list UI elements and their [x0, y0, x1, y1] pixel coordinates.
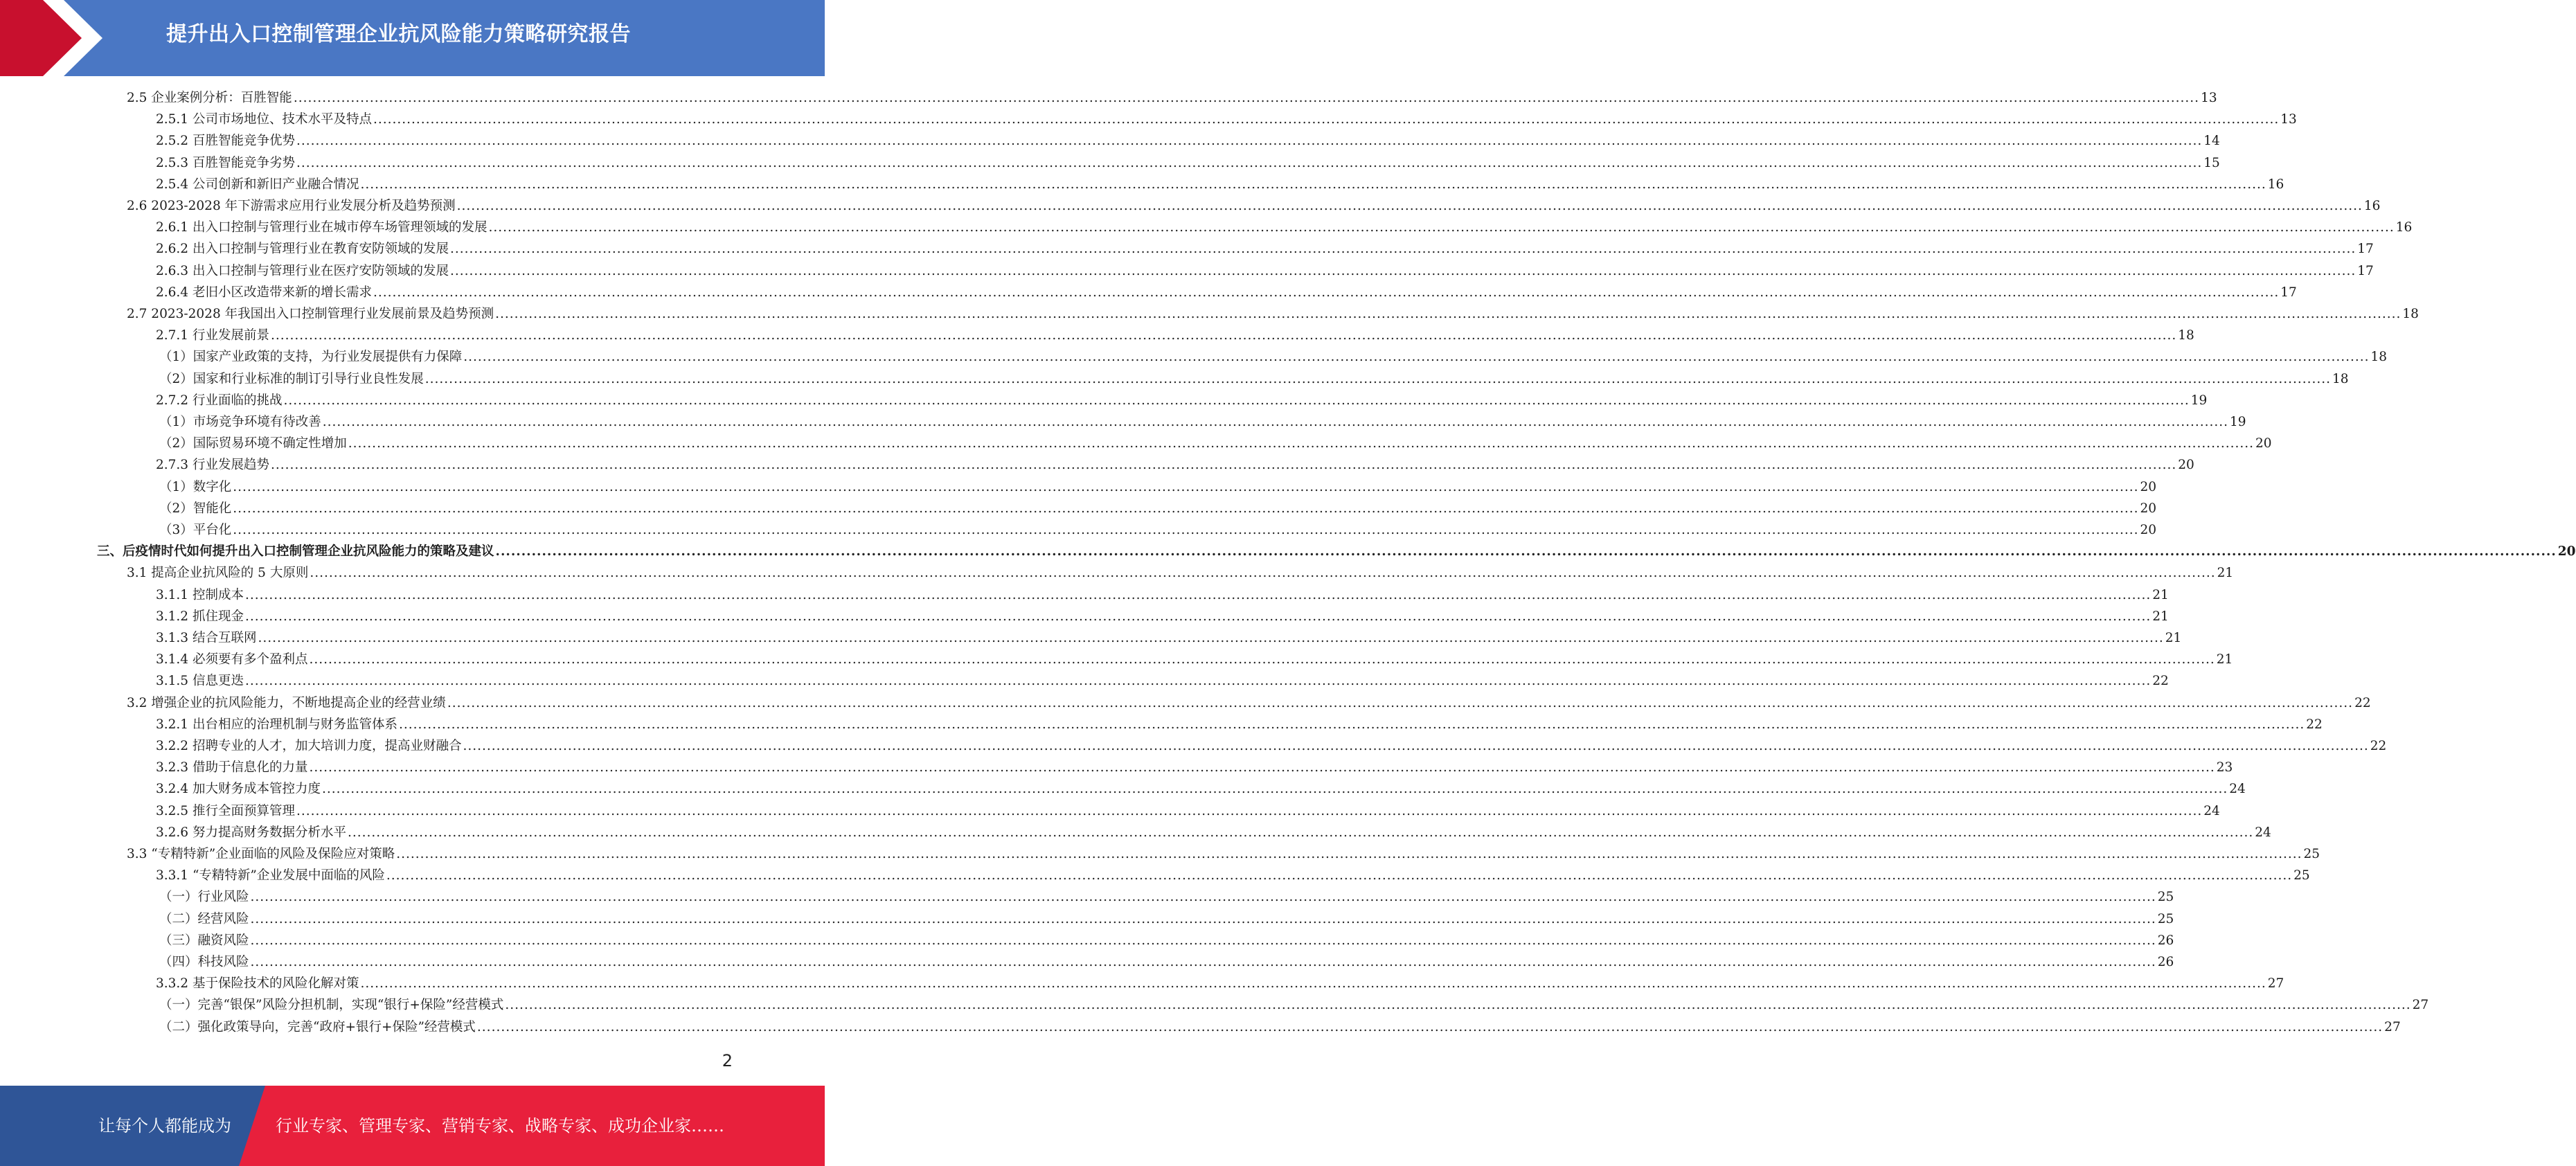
- toc-entry-label: （一）完善“银保”风险分担机制，实现“银行+保险”经营模式: [159, 998, 504, 1013]
- toc-entry-page: 15: [2203, 155, 2220, 170]
- toc-entry-page: 19: [2230, 415, 2246, 429]
- toc-entry[interactable]: [159, 433, 2272, 454]
- toc-entry-label: （1）国家产业政策的支持，为行业发展提供有力保障: [159, 350, 463, 365]
- toc-entry-page: 22: [2306, 717, 2323, 732]
- toc-leader-dots: ................................................................................................................................................................................................................................................................................................................................................................................................................: [258, 631, 2164, 645]
- toc-entry-label: （1）市场竞争环境有待改善: [159, 415, 321, 429]
- toc-entry[interactable]: [156, 735, 2387, 757]
- toc-leader-dots: ................................................................................................................................................................................................................................................................................................................................................................................................................: [476, 1019, 2383, 1034]
- toc-entry[interactable]: [156, 800, 2220, 822]
- toc-entry[interactable]: [156, 174, 2284, 195]
- toc-entry-label: 3.1.3 结合互联网: [156, 631, 257, 645]
- toc-entry[interactable]: [159, 951, 2174, 973]
- toc-entry-label: （三）融资风险: [159, 933, 249, 948]
- toc-entry[interactable]: [156, 822, 2271, 843]
- toc-entry[interactable]: [156, 260, 2374, 282]
- toc-leader-dots: ................................................................................................................................................................................................................................................................................................................................................................................................................: [373, 285, 2280, 300]
- toc-entry[interactable]: [159, 346, 2388, 368]
- toc-entry[interactable]: [156, 282, 2297, 303]
- toc-leader-dots: ................................................................................................................................................................................................................................................................................................................................................................................................................: [296, 134, 2203, 149]
- toc-entry-page: 20: [2140, 501, 2157, 516]
- toc-entry-label: 2.5.2 百胜智能竞争优势: [156, 134, 295, 149]
- toc-entry-label: 3.2.1 出台相应的治理机制与财务监管体系: [156, 717, 397, 732]
- toc-entry-label: 2.5 企业案例分析：百胜智能: [127, 91, 292, 105]
- toc-entry[interactable]: [156, 454, 2194, 476]
- toc-entry-page: 13: [2280, 112, 2297, 127]
- toc-entry-page: 21: [2217, 566, 2234, 581]
- toc-entry-page: 25: [2157, 890, 2174, 905]
- toc-entry-page: 24: [2229, 782, 2246, 797]
- toc-entry[interactable]: [156, 238, 2374, 260]
- toc-entry-page: 20: [2557, 544, 2576, 559]
- toc-leader-dots: ................................................................................................................................................................................................................................................................................................................................................................................................................: [321, 782, 2228, 797]
- toc-leader-dots: ................................................................................................................................................................................................................................................................................................................................................................................................................: [296, 803, 2203, 818]
- toc-leader-dots: ................................................................................................................................................................................................................................................................................................................................................................................................................: [322, 415, 2229, 429]
- toc-entry-label: （二）强化政策导向，完善“政府+银行+保险”经营模式: [159, 1019, 476, 1034]
- toc-leader-dots: ................................................................................................................................................................................................................................................................................................................................................................................................................: [250, 911, 2156, 926]
- toc-entry-page: 18: [2402, 307, 2419, 321]
- toc-entry-label: 2.5.4 公司创新和新旧产业融合情况: [156, 177, 359, 192]
- toc-leader-dots: ................................................................................................................................................................................................................................................................................................................................................................................................................: [233, 479, 2139, 494]
- toc-entry[interactable]: [156, 606, 2169, 627]
- toc-entry-label: （1）数字化: [159, 479, 232, 494]
- toc-entry-page: 20: [2255, 436, 2272, 451]
- toc-entry-page: 19: [2190, 393, 2208, 408]
- arrow-decoration: [0, 0, 111, 76]
- toc-leader-dots: ................................................................................................................................................................................................................................................................................................................................................................................................................: [293, 91, 2200, 105]
- toc-entry[interactable]: [159, 476, 2157, 498]
- toc-entry-page: 26: [2157, 955, 2174, 969]
- toc-entry[interactable]: [127, 303, 2419, 325]
- toc-entry-page: 27: [2267, 976, 2284, 992]
- toc-entry-page: 20: [2140, 479, 2157, 494]
- toc-entry[interactable]: [159, 908, 2174, 930]
- toc-entry-page: 17: [2357, 263, 2374, 278]
- toc-entry-page: 18: [2332, 371, 2349, 386]
- toc-entry-label: 3.3 “专精特新”企业面临的风险及保险应对策略: [127, 847, 395, 861]
- toc-entry-label: （2）国家和行业标准的制订引导行业良性发展: [159, 371, 424, 386]
- toc-entry[interactable]: [156, 130, 2220, 152]
- toc-entry-page: 27: [2384, 1019, 2401, 1034]
- toc-leader-dots: ................................................................................................................................................................................................................................................................................................................................................................................................................: [495, 307, 2401, 321]
- toc-leader-dots: ................................................................................................................................................................................................................................................................................................................................................................................................................: [250, 890, 2156, 905]
- toc-leader-dots: ................................................................................................................................................................................................................................................................................................................................................................................................................: [244, 609, 2152, 624]
- toc-leader-dots: ................................................................................................................................................................................................................................................................................................................................................................................................................: [310, 566, 2216, 581]
- toc-entry[interactable]: [159, 411, 2246, 433]
- toc-entry[interactable]: [159, 930, 2174, 951]
- toc-leader-dots: ................................................................................................................................................................................................................................................................................................................................................................................................................: [449, 263, 2356, 278]
- toc-entry-page: 18: [2370, 350, 2388, 365]
- toc-entry[interactable]: [97, 541, 2576, 562]
- toc-entry-page: 26: [2157, 933, 2174, 948]
- toc-entry-page: 16: [2363, 199, 2381, 213]
- toc-entry[interactable]: [127, 562, 2234, 584]
- toc-entry[interactable]: [156, 109, 2297, 130]
- toc-entry-label: （3）平台化: [159, 523, 232, 537]
- toc-entry-label: 2.5.3 百胜智能竞争劣势: [156, 155, 295, 170]
- header-banner: [0, 0, 825, 76]
- toc-entry[interactable]: [156, 973, 2284, 994]
- toc-entry-label: 3.1.2 抓住现金: [156, 609, 244, 624]
- document-title: 提升出入口控制管理企业抗风险能力策略研究报告: [166, 22, 631, 46]
- toc-entry[interactable]: [156, 757, 2233, 778]
- toc-entry-page: 17: [2280, 285, 2297, 300]
- toc-entry[interactable]: [159, 994, 2429, 1016]
- toc-entry-label: （2）智能化: [159, 501, 232, 516]
- toc-entry[interactable]: [159, 519, 2157, 541]
- toc-entry-label: 2.5.1 公司市场地位、技术水平及特点: [156, 112, 372, 127]
- toc-entry-page: 13: [2201, 91, 2217, 105]
- toc-entry-label: （一）行业风险: [159, 890, 249, 905]
- toc-entry-page: 22: [2152, 674, 2169, 689]
- toc-entry-page: 22: [2354, 695, 2371, 710]
- toc-entry-page: 14: [2203, 134, 2220, 149]
- toc-entry-label: （四）科技风险: [159, 955, 249, 969]
- toc-entry-label: （2）国际贸易环境不确定性增加: [159, 436, 347, 451]
- toc-leader-dots: ................................................................................................................................................................................................................................................................................................................................................................................................................: [360, 976, 2266, 992]
- toc-leader-dots: ................................................................................................................................................................................................................................................................................................................................................................................................................: [396, 847, 2302, 861]
- toc-entry-label: 3.2.6 努力提高财务数据分析水平: [156, 825, 346, 840]
- toc-entry[interactable]: [156, 390, 2208, 411]
- toc-entry[interactable]: [127, 195, 2381, 217]
- toc-leader-dots: ................................................................................................................................................................................................................................................................................................................................................................................................................: [283, 393, 2190, 408]
- toc-entry-page: 25: [2293, 868, 2310, 884]
- toc-entry-page: 18: [2178, 328, 2194, 343]
- toc-entry-page: 24: [2203, 803, 2220, 818]
- toc-entry-page: 22: [2370, 739, 2387, 753]
- toc-entry[interactable]: [156, 325, 2194, 346]
- toc-leader-dots: ................................................................................................................................................................................................................................................................................................................................................................................................................: [270, 458, 2177, 473]
- toc-entry-label: 2.6.4 老旧小区改造带来新的增长需求: [156, 285, 372, 300]
- toc-entry-label: 3.1 提高企业抗风险的 5 大原则: [127, 566, 309, 581]
- toc-leader-dots: ................................................................................................................................................................................................................................................................................................................................................................................................................: [347, 825, 2254, 840]
- toc-entry[interactable]: [159, 498, 2157, 519]
- toc-entry-label: 2.6.2 出入口控制与管理行业在教育安防领域的发展: [156, 242, 449, 257]
- toc-entry-page: 20: [2140, 523, 2157, 537]
- toc-entry-page: 16: [2267, 177, 2284, 192]
- toc-leader-dots: ................................................................................................................................................................................................................................................................................................................................................................................................................: [244, 674, 2152, 689]
- toc-entry-page: 23: [2216, 760, 2233, 775]
- toc-leader-dots: ................................................................................................................................................................................................................................................................................................................................................................................................................: [463, 350, 2370, 365]
- toc-entry-label: （二）经营风险: [159, 911, 249, 926]
- toc-entry-page: 24: [2255, 825, 2271, 840]
- toc-entry-label: 3.2.3 借助于信息化的力量: [156, 760, 308, 775]
- toc-leader-dots: ................................................................................................................................................................................................................................................................................................................................................................................................................: [296, 155, 2203, 170]
- toc-entry-label: 3.2.4 加大财务成本管控力度: [156, 782, 321, 797]
- toc-leader-dots: ................................................................................................................................................................................................................................................................................................................................................................................................................: [309, 760, 2215, 775]
- toc-entry-label: 3.2 增强企业的抗风险能力，不断地提高企业的经营业绩: [127, 695, 446, 710]
- toc-leader-dots: ................................................................................................................................................................................................................................................................................................................................................................................................................: [456, 199, 2363, 213]
- toc-leader-dots: ................................................................................................................................................................................................................................................................................................................................................................................................................: [270, 328, 2177, 343]
- toc-entry-label: 2.6.1 出入口控制与管理行业在城市停车场管理领域的发展: [156, 220, 488, 235]
- toc-leader-dots: ................................................................................................................................................................................................................................................................................................................................................................................................................: [309, 652, 2215, 667]
- toc-entry[interactable]: [156, 778, 2246, 800]
- toc-leader-dots: ................................................................................................................................................................................................................................................................................................................................................................................................................: [386, 868, 2293, 884]
- toc-entry-label: 三、后疫情时代如何提升出入口控制管理企业抗风险能力的策略及建议: [97, 544, 494, 559]
- toc-leader-dots: ................................................................................................................................................................................................................................................................................................................................................................................................................: [488, 220, 2395, 235]
- toc-entry[interactable]: [159, 368, 2349, 390]
- toc-entry-label: 3.2.5 推行全面预算管理: [156, 803, 295, 818]
- toc-entry[interactable]: [156, 670, 2169, 692]
- toc-leader-dots: ................................................................................................................................................................................................................................................................................................................................................................................................................: [373, 112, 2280, 127]
- toc-entry[interactable]: [127, 692, 2371, 714]
- page-number: 2: [722, 1051, 733, 1070]
- toc-entry[interactable]: [156, 217, 2413, 238]
- toc-entry[interactable]: [127, 843, 2320, 865]
- toc-entry[interactable]: [156, 152, 2220, 174]
- toc-leader-dots: ................................................................................................................................................................................................................................................................................................................................................................................................................: [449, 242, 2356, 257]
- toc-leader-dots: ................................................................................................................................................................................................................................................................................................................................................................................................................: [424, 371, 2332, 386]
- toc-entry-label: 3.3.2 基于保险技术的风险化解对策: [156, 976, 359, 992]
- toc-leader-dots: ................................................................................................................................................................................................................................................................................................................................................................................................................: [398, 717, 2305, 732]
- toc-leader-dots: ................................................................................................................................................................................................................................................................................................................................................................................................................: [505, 998, 2411, 1013]
- toc-leader-dots: ................................................................................................................................................................................................................................................................................................................................................................................................................: [233, 523, 2139, 537]
- toc-entry-label: 3.3.1 “专精特新”企业发展中面临的风险: [156, 868, 385, 884]
- toc-entry-label: 2.7.3 行业发展趋势: [156, 458, 269, 473]
- toc-entry[interactable]: [159, 886, 2174, 908]
- toc-entry-label: 2.7 2023-2028 年我国出入口控制管理行业发展前景及趋势预测: [127, 307, 494, 321]
- toc-entry-page: 21: [2165, 631, 2182, 645]
- toc-leader-dots: ................................................................................................................................................................................................................................................................................................................................................................................................................: [348, 436, 2255, 451]
- toc-entry-page: 25: [2303, 847, 2320, 861]
- toc-leader-dots: ................................................................................................................................................................................................................................................................................................................................................................................................................: [233, 501, 2139, 516]
- toc-entry-page: 21: [2152, 587, 2169, 602]
- toc-entry-page: 20: [2178, 458, 2194, 473]
- toc-entry-page: 16: [2395, 220, 2413, 235]
- toc-entry-label: 2.7.2 行业面临的挑战: [156, 393, 283, 408]
- footer-slogan-left: 让每个人都能成为: [98, 1116, 231, 1136]
- toc-entry-label: 3.1.4 必须要有多个盈利点: [156, 652, 308, 667]
- toc-entry-page: 27: [2412, 998, 2429, 1013]
- toc-entry-label: 2.7.1 行业发展前景: [156, 328, 269, 343]
- toc-entry[interactable]: [156, 584, 2169, 606]
- footer-slogan-right: 行业专家、管理专家、营销专家、战略专家、成功企业家……: [276, 1116, 724, 1136]
- toc-entry[interactable]: [156, 627, 2182, 649]
- toc-entry[interactable]: [127, 87, 2217, 109]
- toc-leader-dots: ................................................................................................................................................................................................................................................................................................................................................................................................................: [250, 933, 2156, 948]
- toc-entry-label: 3.1.1 控制成本: [156, 587, 244, 602]
- toc-entry[interactable]: [156, 714, 2323, 735]
- toc-entry-page: 25: [2157, 911, 2174, 926]
- toc-entry-label: 2.6.3 出入口控制与管理行业在医疗安防领域的发展: [156, 263, 449, 278]
- toc-entry-page: 21: [2152, 609, 2169, 624]
- toc-leader-dots: ................................................................................................................................................................................................................................................................................................................................................................................................................: [360, 177, 2266, 192]
- toc-entry-label: 3.2.2 招聘专业的人才，加大培训力度，提高业财融合: [156, 739, 462, 753]
- toc-entry[interactable]: [159, 1016, 2401, 1038]
- toc-leader-dots: ................................................................................................................................................................................................................................................................................................................................................................................................................: [495, 544, 2557, 559]
- toc-entry-label: 3.1.5 信息更迭: [156, 674, 244, 689]
- toc-leader-dots: ................................................................................................................................................................................................................................................................................................................................................................................................................: [463, 739, 2369, 753]
- toc-leader-dots: ................................................................................................................................................................................................................................................................................................................................................................................................................: [250, 955, 2156, 969]
- toc-entry[interactable]: [156, 865, 2310, 886]
- footer-banner: [0, 1086, 825, 1166]
- toc-entry-page: 17: [2357, 242, 2374, 257]
- toc-entry-page: 21: [2216, 652, 2233, 667]
- toc-entry[interactable]: [156, 649, 2233, 670]
- toc-leader-dots: ................................................................................................................................................................................................................................................................................................................................................................................................................: [244, 587, 2152, 602]
- toc-entry-label: 2.6 2023-2028 年下游需求应用行业发展分析及趋势预测: [127, 199, 456, 213]
- toc-leader-dots: ................................................................................................................................................................................................................................................................................................................................................................................................................: [447, 695, 2354, 710]
